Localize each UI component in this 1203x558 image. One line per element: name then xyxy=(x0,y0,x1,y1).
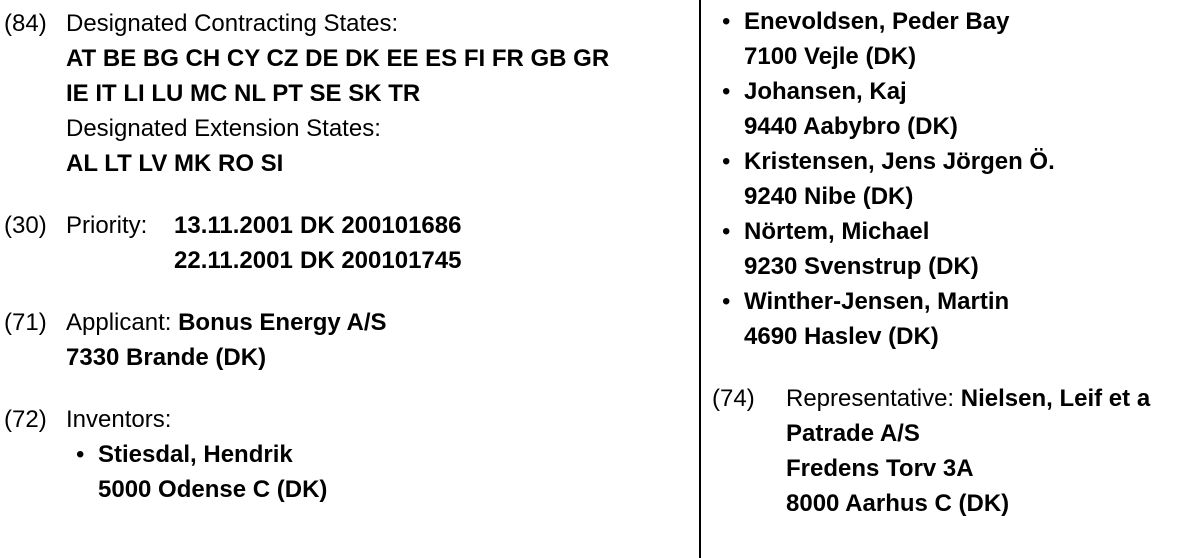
designated-extension-states-value: AL LT LV MK RO SI xyxy=(66,150,284,177)
priority-block xyxy=(4,208,691,278)
designated-states-block xyxy=(4,6,691,181)
priority-entry xyxy=(174,243,461,278)
list-item xyxy=(712,214,1203,284)
inid-code-71: (71) xyxy=(4,309,47,336)
inid-code-74: (74) xyxy=(712,385,755,412)
priority-label: Priority: xyxy=(66,212,148,239)
inventor-address: 4690 Haslev (DK) xyxy=(744,323,939,350)
representative-line xyxy=(786,381,1203,416)
list-item xyxy=(712,74,1203,144)
inventor-address: 9440 Aabybro (DK) xyxy=(744,113,958,140)
spacer-after-applicant xyxy=(4,375,691,402)
applicant-block xyxy=(4,305,691,375)
inid-code-30: (30) xyxy=(4,212,47,239)
priority-date: 13.11.2001 xyxy=(174,212,293,239)
designated-contracting-states-line-1: AT BE BG CH CY CZ DE DK EE ES FI FR GB GR xyxy=(66,45,610,72)
priority-entry xyxy=(174,208,461,243)
inid-code-84: (84) xyxy=(4,10,47,37)
inventor-name: Kristensen, Jens Jörgen Ö. xyxy=(744,148,1055,175)
representative-street: Fredens Torv 3A xyxy=(786,455,974,482)
representative-body xyxy=(786,381,1203,521)
priority-number: DK 200101686 xyxy=(300,212,462,239)
representative-firm: Patrade A/S xyxy=(786,420,920,447)
priority-date: 22.11.2001 xyxy=(174,247,293,274)
inventor-name: Nörtem, Michael xyxy=(744,218,930,245)
bullet-icon: • xyxy=(722,218,731,245)
inventors-label: Inventors: xyxy=(66,406,172,433)
applicant-line xyxy=(66,305,691,340)
list-item xyxy=(712,284,1203,354)
designated-extension-states-label: Designated Extension States: xyxy=(66,115,381,142)
representative-city: 8000 Aarhus C (DK) xyxy=(786,490,1010,517)
bullet-icon: • xyxy=(76,441,85,468)
priority-number: DK 200101745 xyxy=(300,247,462,274)
bullet-icon: • xyxy=(722,288,731,315)
inventor-address: 9240 Nibe (DK) xyxy=(744,183,914,210)
designated-states-body xyxy=(66,6,691,181)
inventor-address: 5000 Odense C (DK) xyxy=(98,476,328,503)
inventor-name: Johansen, Kaj xyxy=(744,78,907,105)
applicant-label: Applicant: xyxy=(66,309,172,336)
list-item xyxy=(66,437,691,507)
inventors-body xyxy=(66,402,691,507)
applicant-address: 7330 Brande (DK) xyxy=(66,344,267,371)
inventors-block xyxy=(4,402,691,507)
inventor-name: Enevoldsen, Peder Bay xyxy=(744,8,1010,35)
inventor-list-left xyxy=(66,437,691,507)
inventor-name: Stiesdal, Hendrik xyxy=(98,441,293,468)
inid-code-72: (72) xyxy=(4,406,47,433)
applicant-name: Bonus Energy A/S xyxy=(178,309,387,336)
list-item xyxy=(712,4,1203,74)
column-divider xyxy=(699,0,701,558)
spacer-before-representative xyxy=(712,354,1203,381)
inventor-name: Winther-Jensen, Martin xyxy=(744,288,1010,315)
inventor-list-right xyxy=(712,4,1203,354)
representative-label: Representative: xyxy=(786,385,955,412)
priority-body xyxy=(66,208,691,278)
representative-name: Nielsen, Leif et a xyxy=(960,385,1151,412)
designated-contracting-states-label: Designated Contracting States: xyxy=(66,10,399,37)
spacer-after-designated xyxy=(4,181,691,208)
designated-contracting-states-line-2: IE IT LI LU MC NL PT SE SK TR xyxy=(66,80,421,107)
spacer-after-priority xyxy=(4,278,691,305)
right-column xyxy=(712,0,1203,558)
inventor-address: 9230 Svenstrup (DK) xyxy=(744,253,979,280)
priority-entries xyxy=(174,208,461,278)
applicant-body xyxy=(66,305,691,375)
representative-block xyxy=(712,381,1203,521)
bullet-icon: • xyxy=(722,78,731,105)
inventor-address: 7100 Vejle (DK) xyxy=(744,43,917,70)
bullet-icon: • xyxy=(722,8,731,35)
list-item xyxy=(712,144,1203,214)
bullet-icon: • xyxy=(722,148,731,175)
